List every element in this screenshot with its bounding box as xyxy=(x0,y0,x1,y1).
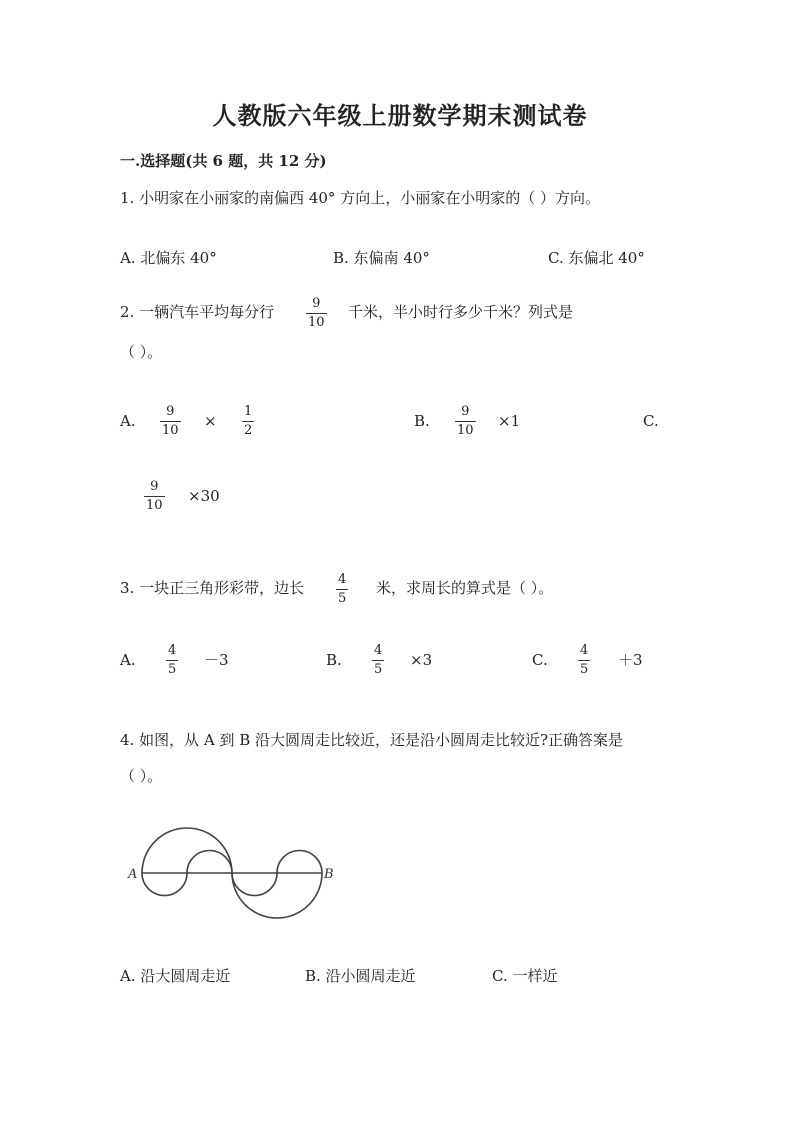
q2-option-b-label: B. xyxy=(414,412,430,430)
denominator: 5 xyxy=(374,662,383,677)
q2-option-a-fraction-1 xyxy=(160,405,181,438)
numerator: 4 xyxy=(338,572,347,587)
q4-answer-blank: （ ）。 xyxy=(120,767,163,785)
large-semicircle-upper xyxy=(142,828,232,873)
q3-option-c-tail: ＋3 xyxy=(618,651,643,669)
small-semicircle-4 xyxy=(277,851,322,874)
q3-option-b-tail: ×3 xyxy=(410,651,433,669)
q3-option-c-label: C. xyxy=(532,651,548,669)
denominator: 5 xyxy=(580,662,589,677)
q2-fraction-denominator: 10 xyxy=(308,315,325,330)
q3-option-b-fraction xyxy=(372,644,384,677)
small-semicircle-3 xyxy=(232,873,277,896)
point-a-label: A xyxy=(128,867,138,882)
q1-option-b: B. 东偏南 40° xyxy=(333,249,430,267)
q3-option-a-fraction xyxy=(166,644,178,677)
numerator: 4 xyxy=(580,643,589,658)
q2-option-c-tail: ×30 xyxy=(188,487,220,505)
q4-option-b: B. 沿小圆周走近 xyxy=(305,967,416,985)
section-heading: 一.选择题(共 6 题，共 12 分) xyxy=(120,152,327,170)
question-1-text: 1. 小明家在小丽家的南偏西 40° 方向上，小丽家在小明家的（ ）方向。 xyxy=(120,189,600,207)
large-semicircle-lower xyxy=(232,873,322,918)
q2-fraction-numerator: 9 xyxy=(312,296,321,311)
q2-option-b-fraction xyxy=(455,405,476,438)
question-4-text: 4. 如图，从 A 到 B 沿大圆周走比较近，还是沿小圆周走比较近?正确答案是 xyxy=(120,731,624,749)
denominator: 10 xyxy=(162,423,179,438)
q3-fraction xyxy=(336,573,348,606)
q3-option-a-tail: －3 xyxy=(204,651,229,669)
circles-path-figure xyxy=(126,820,346,930)
question-2-text-after: 千米，半小时行多少千米？列式是 xyxy=(348,303,574,321)
q2-option-a-operator: × xyxy=(204,412,217,430)
numerator: 9 xyxy=(150,479,159,494)
denominator: 10 xyxy=(457,423,474,438)
denominator: 5 xyxy=(168,662,177,677)
small-semicircle-2 xyxy=(187,851,232,874)
question-3-text-after: 米，求周长的算式是（ ）。 xyxy=(376,579,554,597)
numerator: 9 xyxy=(166,404,175,419)
question-3-text-before: 3. 一块正三角形彩带，边长 xyxy=(120,579,305,597)
q2-option-c-fraction xyxy=(144,480,165,513)
q2-answer-blank: （ ）。 xyxy=(120,343,163,361)
q2-option-a-fraction-2 xyxy=(242,405,254,438)
numerator: 9 xyxy=(461,404,470,419)
q2-option-b-tail: ×1 xyxy=(498,412,521,430)
q3-option-c-fraction xyxy=(578,644,590,677)
numerator: 4 xyxy=(168,643,177,658)
q3-option-b-label: B. xyxy=(326,651,342,669)
denominator: 2 xyxy=(244,423,253,438)
small-semicircle-1 xyxy=(142,873,187,896)
q1-option-c: C. 东偏北 40° xyxy=(548,249,645,267)
numerator: 4 xyxy=(374,643,383,658)
denominator: 10 xyxy=(146,498,163,513)
numerator: 1 xyxy=(244,404,253,419)
q2-fraction xyxy=(306,297,327,330)
q2-option-c-label: C. xyxy=(643,412,659,430)
denominator: 5 xyxy=(338,591,347,606)
q1-option-a: A. 北偏东 40° xyxy=(120,249,217,267)
q2-option-a-label: A. xyxy=(120,412,136,430)
question-2-text-before: 2. 一辆汽车平均每分行 xyxy=(120,303,275,321)
q3-option-a-label: A. xyxy=(120,651,136,669)
page-title: 人教版六年级上册数学期末测试卷 xyxy=(212,101,588,130)
q4-option-c: C. 一样近 xyxy=(492,967,558,985)
q4-option-a: A. 沿大圆周走近 xyxy=(120,967,231,985)
point-b-label: B xyxy=(324,867,334,882)
